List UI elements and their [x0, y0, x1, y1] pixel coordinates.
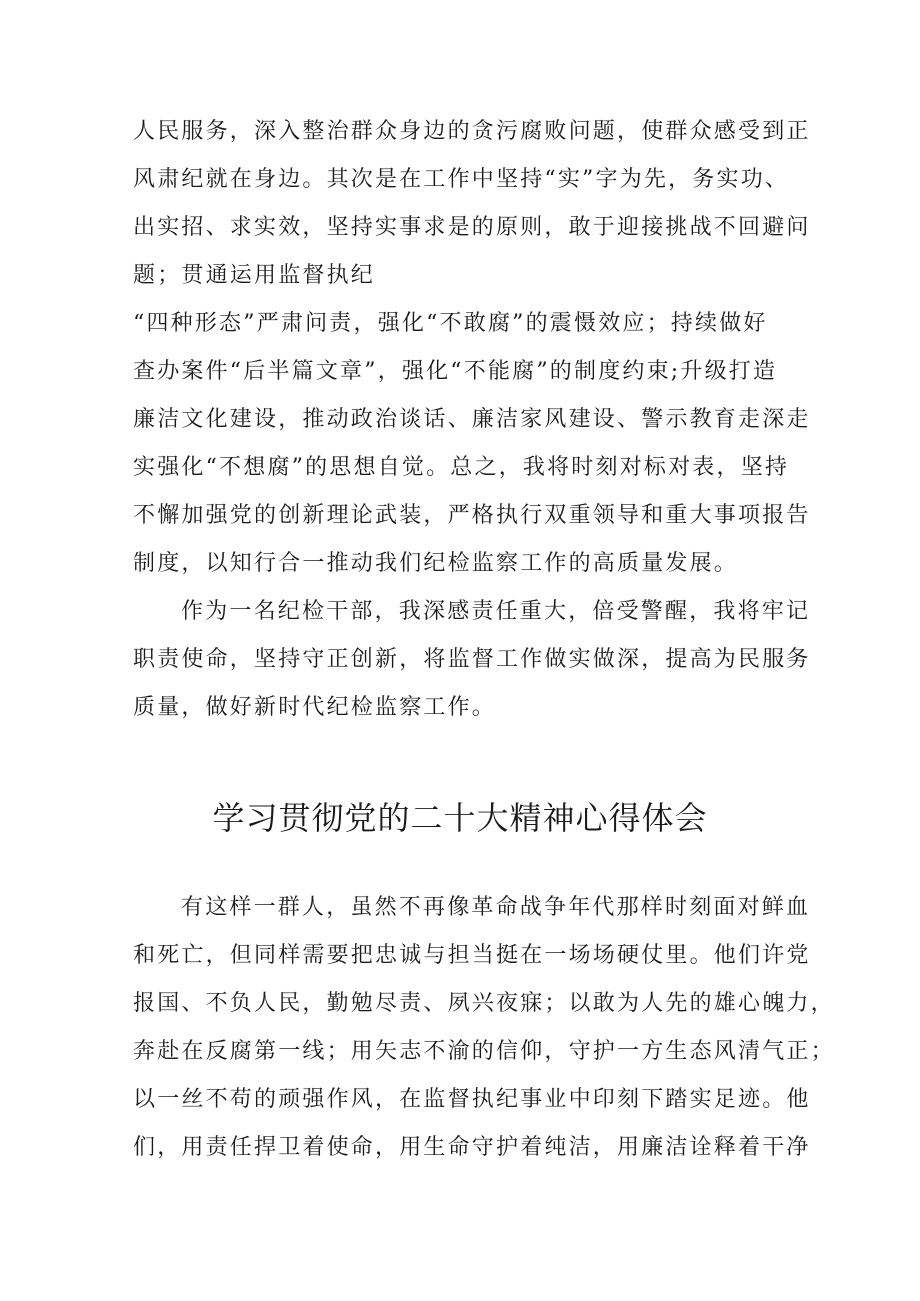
paragraph-line: 质量，做好新时代纪检监察工作。: [133, 695, 497, 720]
paragraph-line: 和死亡，但同样需要把忠诚与担当挺在一场场硬仗里。他们许党: [133, 943, 811, 968]
paragraph-line: 廉洁文化建设，推动政治谈话、廉洁家风建设、警示教育走深走: [133, 407, 811, 432]
paragraph-line: 题；贯通运用监督执纪: [133, 263, 376, 288]
paragraph-line: 奔赴在反腐第一线；用矢志不渝的信仰，守护一方生态风清气正；: [133, 1039, 835, 1064]
paragraph-line: 查办案件“后半篇文章”，强化“不能腐”的制度约束;升级打造: [133, 359, 778, 384]
paragraph-line: 职责使命，坚持守正创新，将监督工作做实做深，提高为民服务: [133, 647, 811, 672]
section-title: 学习贯彻党的二十大精神心得体会: [212, 799, 708, 837]
paragraph-line: 出实招、求实效，坚持实事求是的原则，敢于迎接挑战不回避问: [133, 215, 811, 240]
paragraph-line: 风肃纪就在身边。其次是在工作中坚持“实”字为先，务实功、: [133, 167, 790, 192]
paragraph-line: 实强化“不想腐”的思想自觉。总之，我将时刻对标对表，坚持: [133, 455, 790, 480]
paragraph-line: 以一丝不苟的顽强作风，在监督执纪事业中印刻下踏实足迹。他: [133, 1087, 811, 1112]
paragraph-line: 报国、不负人民，勤勉尽责、夙兴夜寐；以敢为人先的雄心魄力，: [133, 991, 835, 1016]
paragraph-line: 制度，以知行合一推动我们纪检监察工作的高质量发展。: [133, 551, 739, 576]
paragraph-line: 作为一名纪检干部，我深感责任重大，倍受警醒，我将牢记: [181, 599, 811, 624]
paragraph-line: 有这样一群人，虽然不再像革命战争年代那样时刻面对鲜血: [181, 895, 811, 920]
paragraph-line: “四种形态”严肃问责，强化“不敢腐”的震慑效应；持续做好: [133, 311, 768, 336]
paragraph-line: 不懈加强党的创新理论武装，严格执行双重领导和重大事项报告: [133, 503, 811, 528]
paragraph-line: 们，用责任捍卫着使命，用生命守护着纯洁，用廉洁诠释着干净: [133, 1135, 811, 1160]
paragraph-line: 人民服务，深入整治群众身边的贪污腐败问题，使群众感受到正: [133, 119, 811, 144]
